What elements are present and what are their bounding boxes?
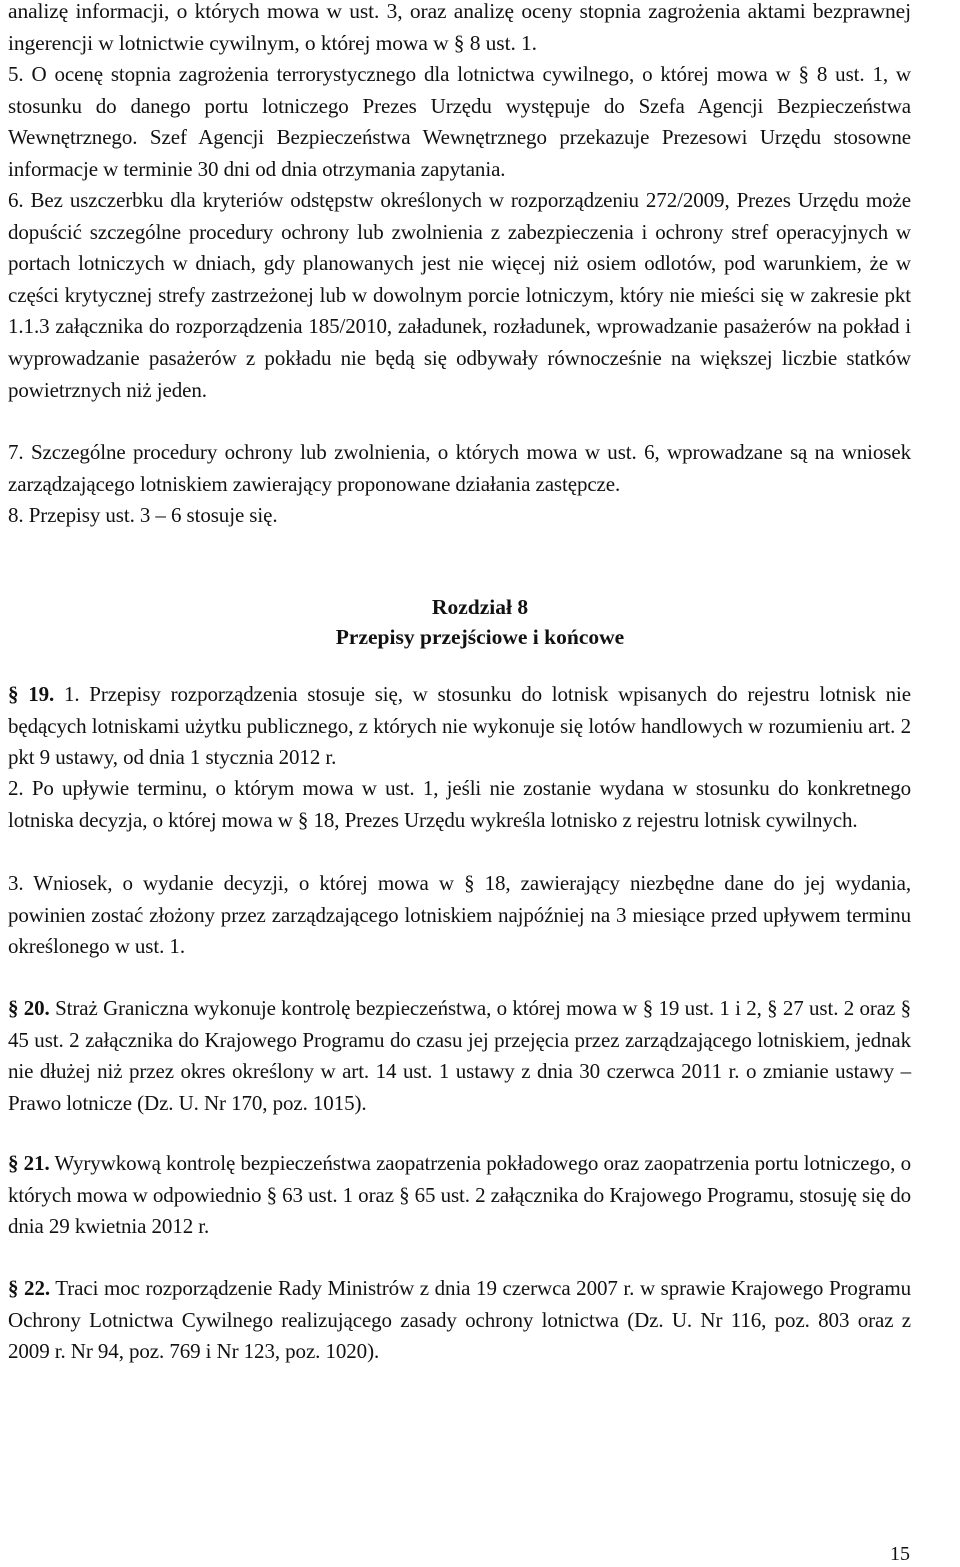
paragraph-5: 5. O ocenę stopnia zagrożenia terrorystycznego dla lotnictwa cywilnego, o której mowa w § 8 ust. 1, w stosunku do danego portu lotniczego Prezes Urzędu występuje do Szefa Agencji Bezpieczeństwa Wewnętrznego. Szef Agencji Bezpieczeństwa Wewnętrznego przekazuje Prezesowi Urzędu stosowne informacje w terminie 30 dni od dnia otrzymania zapytania. bbox=[8, 62, 911, 181]
chapter-title: Przepisy przejściowe i końcowe bbox=[335, 625, 625, 649]
section-22-text: Traci moc rozporządzenie Rady Ministrów z dnia 19 czerwca 2007 r. w sprawie Krajowego Programu Ochrony Lotnictwa Cywilnego realizującego zasady ochrony lotnictwa (Dz. U. Nr 116, poz. 803 oraz z 2009 r. Nr 94, poz. 769 i Nr 123, poz. 1020). bbox=[8, 1276, 911, 1364]
paragraph-6: 6. Bez uszczerbku dla kryteriów odstępstw określonych w rozporządzeniu 272/2009, Prezes Urzędu może dopuścić szczególne procedury ochrony lub zwolnienia z zabezpieczenia i ochrony stref operacyjnych w portach lotniczych w dniach, gdy planowanych jest nie więcej niż osiem odlotów, pod warunkiem, że w części krytycznej strefy zastrzeżonej lub w dowolnym porcie lotniczym, który nie mieści się w zakresie pkt 1.1.3 załącznika do rozporządzenia 185/2010, załadunek, rozładunek, wprowadzanie pasażerów na pokład i wyprowadzanie pasażerów z pokładu nie będą się odbywały równocześnie na większej liczbie statków powietrznych niż jeden. bbox=[8, 188, 911, 402]
paragraph-8: 8. Przepisy ust. 3 – 6 stosuje się. bbox=[8, 503, 278, 527]
section-20-number: § 20. bbox=[8, 996, 50, 1020]
page-number: 15 bbox=[890, 1543, 910, 1565]
intro-paragraph: analizę informacji, o których mowa w ust. 3, oraz analizę oceny stopnia zagrożenia aktami bezprawnej ingerencji w lotnictwie cywilnym, o której mowa w § 8 ust. 1. bbox=[8, 0, 911, 55]
section-22 bbox=[8, 1273, 911, 1368]
section-19-paragraph-1 bbox=[8, 679, 911, 774]
section-22-number: § 22. bbox=[8, 1276, 50, 1300]
section-19-paragraph-3: 3. Wniosek, o wydanie decyzji, o której mowa w § 18, zawierający niezbędne dane do jej wydania, powinien zostać złożony przez zarządzającego lotniskiem najpóźniej na 3 miesiące przed upływem terminu określonego w ust. 1. bbox=[8, 871, 911, 959]
section-20 bbox=[8, 993, 911, 1119]
section-21 bbox=[8, 1148, 911, 1243]
section-21-text: Wyrywkową kontrolę bezpieczeństwa zaopatrzenia pokładowego oraz zaopatrzenia portu lotniczego, o których mowa w odpowiednio § 63 ust. 1 oraz § 65 ust. 2 załącznika do Krajowego Programu, stosuję się do dnia 29 kwietnia 2012 r. bbox=[8, 1151, 911, 1239]
section-19-paragraph-2: 2. Po upływie terminu, o którym mowa w ust. 1, jeśli nie zostanie wydana w stosunku do konkretnego lotniska decyzja, o której mowa w § 18, Prezes Urzędu wykreśla lotnisko z rejestru lotnisk cywilnych. bbox=[8, 776, 911, 832]
section-21-number: § 21. bbox=[8, 1151, 50, 1175]
chapter-number: Rozdział 8 bbox=[431, 595, 529, 619]
section-20-text: Straż Graniczna wykonuje kontrolę bezpieczeństwa, o której mowa w § 19 ust. 1 i 2, § 27 ust. 2 oraz § 45 ust. 2 załącznika do Krajowego Programu do czasu jej przejęcia przez zarządzającego lotniskiem, jednak nie dłużej niż przez okres określony w art. 14 ust. 1 ustawy z dnia 30 czerwca 2011 r. o zmianie ustawy – Prawo lotnicze (Dz. U. Nr 170, poz. 1015). bbox=[8, 996, 911, 1115]
section-19-number: § 19. bbox=[8, 682, 55, 706]
section-19-text-1: 1. Przepisy rozporządzenia stosuje się, w stosunku do lotnisk wpisanych do rejestru lotnisk nie będących lotniskami użytku publicznego, z których nie wykonuje się lotów handlowych w rozumieniu art. 2 pkt 9 ustawy, od dnia 1 stycznia 2012 r. bbox=[8, 682, 911, 770]
paragraph-7: 7. Szczególne procedury ochrony lub zwolnienia, o których mowa w ust. 6, wprowadzane są na wniosek zarządzającego lotniskiem zawierający proponowane działania zastępcze. bbox=[8, 440, 911, 496]
